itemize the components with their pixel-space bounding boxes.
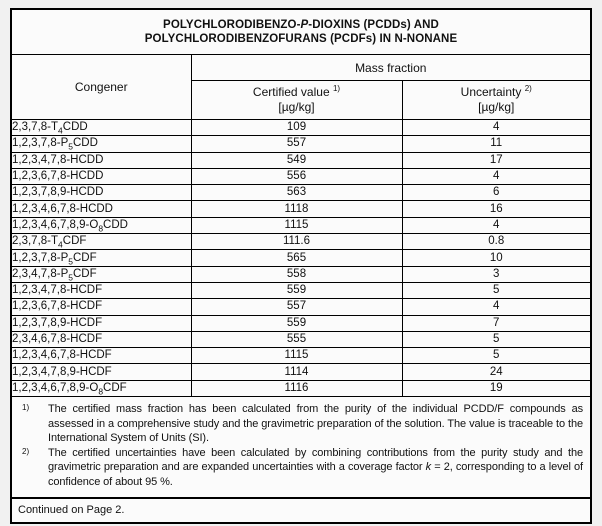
footnote-2-text-pre: The certified uncertainties have been calculated by combining contributions from the purity study and the gravimetric preparation and are expanded uncertainties with a coverage factor bbox=[48, 446, 583, 474]
certified-value-header-unit: [µg/kg] bbox=[278, 100, 315, 114]
footnote-1-text bbox=[48, 402, 583, 446]
footnote-1-marker: 1) bbox=[22, 403, 30, 413]
congener-cell: 1,2,3,6,7,8-HCDD bbox=[12, 168, 191, 184]
certified-value-cell: 557 bbox=[191, 136, 402, 152]
certified-value-cell: 556 bbox=[191, 168, 402, 184]
table-row bbox=[12, 201, 590, 217]
certified-value-cell: 559 bbox=[191, 282, 402, 298]
uncertainty-header-label: Uncertainty bbox=[460, 85, 522, 99]
footnote-ref-2: 2) bbox=[524, 84, 532, 93]
uncertainty-cell: 7 bbox=[402, 315, 590, 331]
congener-cell: $2,3,7,8-T_4CDD$ bbox=[12, 120, 191, 136]
table-row bbox=[12, 299, 590, 315]
mass-fraction-column-header: Mass fraction bbox=[191, 55, 590, 81]
uncertainty-cell: 5 bbox=[402, 348, 590, 364]
title-line1-pre: POLYCHLORODIBENZO- bbox=[163, 18, 301, 31]
uncertainty-cell: 3 bbox=[402, 266, 590, 282]
uncertainty-cell: 4 bbox=[402, 168, 590, 184]
footnote-2 bbox=[21, 446, 583, 490]
uncertainty-cell: 24 bbox=[402, 364, 590, 380]
certified-value-cell: 1118 bbox=[191, 201, 402, 217]
table-row bbox=[12, 348, 590, 364]
footnote-2-text bbox=[48, 446, 583, 490]
uncertainty-cell: 16 bbox=[402, 201, 590, 217]
uncertainty-cell: 6 bbox=[402, 185, 590, 201]
footnote-1 bbox=[21, 402, 583, 446]
uncertainty-cell: 4 bbox=[402, 120, 590, 136]
certified-value-cell: 1114 bbox=[191, 364, 402, 380]
table-body bbox=[12, 120, 590, 397]
certified-value-cell: 557 bbox=[191, 299, 402, 315]
table-row bbox=[12, 282, 590, 298]
certified-value-header-label: Certified value bbox=[252, 85, 330, 99]
table-header bbox=[12, 55, 590, 120]
uncertainty-cell: 0.8 bbox=[402, 234, 590, 250]
uncertainty-column-header bbox=[402, 81, 590, 120]
congener-cell: 1,2,3,4,7,8-HCDD bbox=[12, 152, 191, 168]
congener-cell: 1,2,3,4,7,8,9-HCDF bbox=[12, 364, 191, 380]
certified-value-cell: 559 bbox=[191, 315, 402, 331]
certified-value-cell: 565 bbox=[191, 250, 402, 266]
certified-value-cell: 563 bbox=[191, 185, 402, 201]
congener-cell: 1,2,3,4,6,7,8-HCDD bbox=[12, 201, 191, 217]
certified-value-cell: 1116 bbox=[191, 380, 402, 396]
congener-cell: $1,2,3,7,8-P_5CDD$ bbox=[12, 136, 191, 152]
uncertainty-header-unit: [µg/kg] bbox=[478, 100, 515, 114]
continued-note: Continued on Page 2. bbox=[18, 503, 125, 516]
congener-cell: $1,2,3,4,6,7,8,9-O_8CDD$ bbox=[12, 217, 191, 233]
congener-cell: $1,2,3,4,6,7,8,9-O_8CDF$ bbox=[12, 380, 191, 396]
title-line1-post: -DIOXINS (PCDDs) AND bbox=[308, 18, 439, 31]
uncertainty-cell: 4 bbox=[402, 217, 590, 233]
table-row bbox=[12, 380, 590, 396]
congener-cell: 1,2,3,4,6,7,8-HCDF bbox=[12, 348, 191, 364]
congener-cell: 2,3,4,6,7,8-HCDF bbox=[12, 331, 191, 347]
certified-value-cell: 555 bbox=[191, 331, 402, 347]
table-row bbox=[12, 168, 590, 184]
certified-value-cell: 1115 bbox=[191, 217, 402, 233]
table-row bbox=[12, 120, 590, 136]
table-title-line1 bbox=[163, 18, 439, 33]
footnote-1-text-pre: The certified mass fraction has been calculated from the purity of the individual PCDD/F compounds as assessed in a comprehensive study and the gravimetric preparation of the solution. The value is traceable to the International System of Units (SI). bbox=[48, 403, 583, 445]
certified-value-cell: 1115 bbox=[191, 348, 402, 364]
certified-value-cell: 111.6 bbox=[191, 234, 402, 250]
table-row bbox=[12, 331, 590, 347]
congener-cell: $2,3,7,8-T_4CDF$ bbox=[12, 234, 191, 250]
table-row bbox=[12, 136, 590, 152]
table-row bbox=[12, 266, 590, 282]
table-row bbox=[12, 152, 590, 168]
congener-cell: 1,2,3,7,8,9-HCDD bbox=[12, 185, 191, 201]
congener-cell: $1,2,3,7,8-P_5CDF$ bbox=[12, 250, 191, 266]
footnotes-section bbox=[12, 397, 590, 499]
certificate-table-frame bbox=[10, 8, 592, 524]
certified-value-cell: 558 bbox=[191, 266, 402, 282]
footnote-ref-1: 1) bbox=[332, 84, 341, 93]
mass-fraction-table bbox=[12, 55, 590, 397]
footnote-2-text-post: = 2, corresponding to a level of confidence of about 95 %. bbox=[48, 461, 583, 489]
table-title-line2: POLYCHLORODIBENZOFURANS (PCDFs) IN N-NONANE bbox=[144, 33, 458, 45]
footnote-2-marker: 2) bbox=[22, 446, 30, 456]
certified-value-cell: 109 bbox=[191, 120, 402, 136]
table-row bbox=[12, 364, 590, 380]
uncertainty-cell: 11 bbox=[402, 136, 590, 152]
table-row bbox=[12, 250, 590, 266]
uncertainty-cell: 19 bbox=[402, 380, 590, 396]
table-title bbox=[12, 10, 590, 55]
uncertainty-cell: 17 bbox=[402, 152, 590, 168]
congener-cell: 1,2,3,7,8,9-HCDF bbox=[12, 315, 191, 331]
uncertainty-cell: 5 bbox=[402, 331, 590, 347]
congener-cell: 1,2,3,6,7,8-HCDF bbox=[12, 299, 191, 315]
table-row bbox=[12, 185, 590, 201]
certified-value-column-header bbox=[191, 81, 402, 120]
uncertainty-cell: 4 bbox=[402, 299, 590, 315]
title-line1-italic-p: P bbox=[300, 18, 309, 31]
congener-column-header: Congener bbox=[12, 55, 191, 120]
congener-cell: 1,2,3,4,7,8-HCDF bbox=[12, 282, 191, 298]
table-row bbox=[12, 217, 590, 233]
certified-value-cell: 549 bbox=[191, 152, 402, 168]
uncertainty-cell: 5 bbox=[402, 282, 590, 298]
table-row bbox=[12, 315, 590, 331]
table-row bbox=[12, 234, 590, 250]
uncertainty-cell: 10 bbox=[402, 250, 590, 266]
congener-cell: $2,3,4,7,8-P_5CDF$ bbox=[12, 266, 191, 282]
footnote-2-text-italic: k bbox=[425, 461, 432, 474]
